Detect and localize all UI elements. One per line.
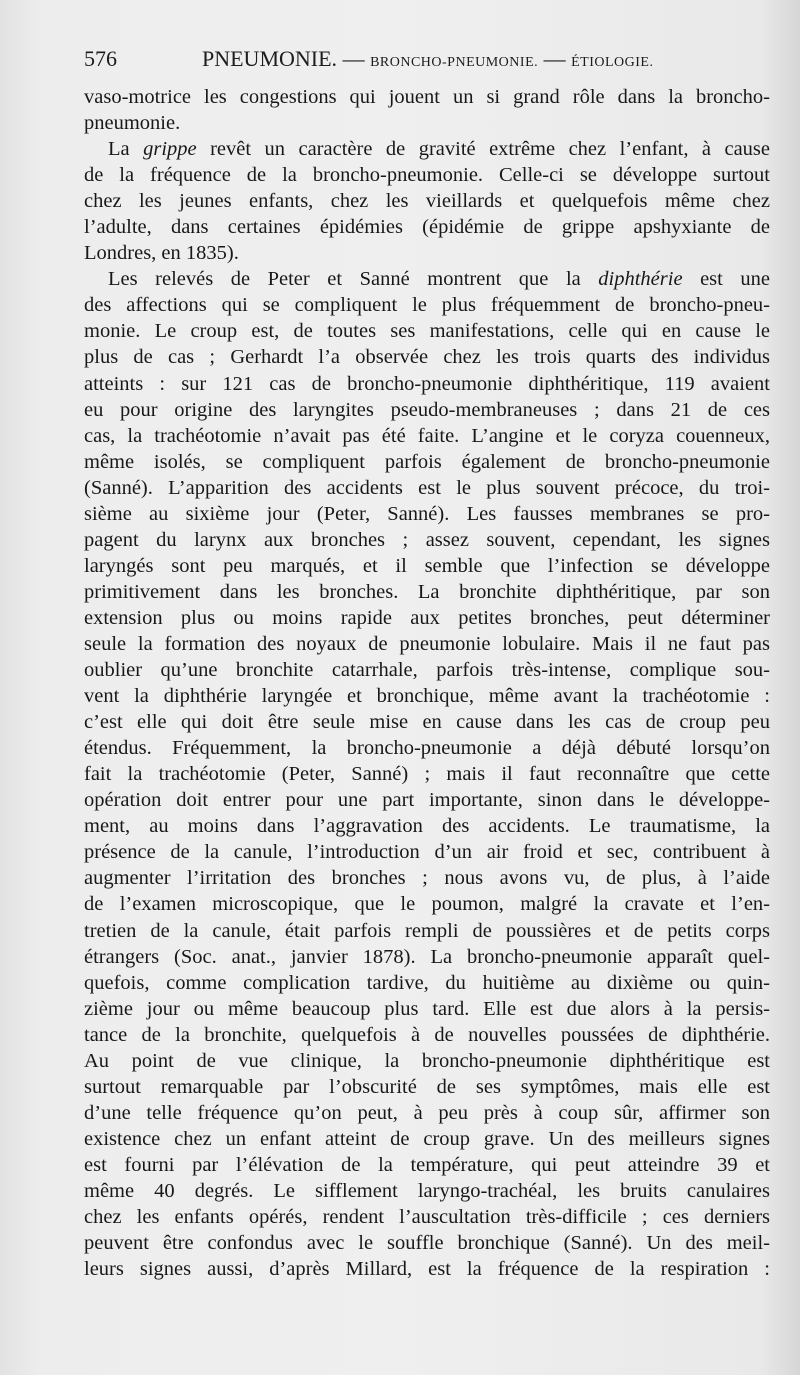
- text-line: d’une telle fréquence qu’on peut, à peu près à coup sûr, affirmer son: [84, 1101, 770, 1124]
- text-line: pagent du larynx aux bronches ; assez souvent, cependant, les signes: [84, 528, 770, 551]
- page-number: 576: [84, 46, 117, 71]
- text-line: l’adulte, dans certaines épidémies (épidémie de grippe apshyxiante de: [84, 216, 770, 239]
- body-text: [84, 84, 770, 1282]
- text-line: fait la trachéotomie (Peter, Sanné) ; mais il faut reconnaître que cette: [84, 763, 770, 786]
- text-line: étendus. Fréquemment, la broncho-pneumonie a déjà débuté lorsqu’on: [84, 737, 770, 760]
- text-line: même isolés, se compliquent parfois également de broncho-pneumonie: [84, 450, 770, 473]
- running-head-title: PNEUMONIE.: [202, 46, 338, 71]
- text-line: chez les jeunes enfants, chez les vieillards et quelquefois même chez: [84, 190, 770, 213]
- text-line: de la fréquence de la broncho-pneumonie. Celle-ci se développe surtout: [84, 164, 770, 187]
- text-line: vent la diphthérie laryngée et bronchique, même avant la trachéotomie :: [84, 685, 770, 708]
- text-line: plus de cas ; Gerhardt l’a observée chez les trois quarts des individus: [84, 346, 770, 369]
- text-line: (Sanné). L’apparition des accidents est le plus souvent précoce, du troi-: [84, 476, 770, 499]
- paragraph-start-line: Les relevés de Peter et Sanné montrent que la diphthérie est une: [108, 268, 770, 291]
- page-header: [84, 46, 774, 76]
- text-line: zième jour ou même beaucoup plus tard. Elle est due alors à la persis-: [84, 997, 770, 1020]
- text-line: cas, la trachéotomie n’avait pas été faite. L’angine et le coryza couenneux,: [84, 424, 770, 447]
- paragraph-start-line: La grippe revêt un caractère de gravité extrême chez l’enfant, à cause: [108, 138, 770, 161]
- text-line: opération doit entrer pour une part importante, sinon dans le développe-: [84, 789, 770, 812]
- text-line: atteints : sur 121 cas de broncho-pneumonie diphthéritique, 119 avaient: [84, 372, 770, 395]
- running-head: PNEUMONIE. — BRONCHO-PNEUMONIE. — ÉTIOLOGIE.: [202, 46, 654, 71]
- text-line: pneumonie.: [84, 112, 181, 135]
- text-line: oublier qu’une bronchite catarrhale, parfois très-intense, complique sou-: [84, 659, 770, 682]
- text-line: tance de la bronchite, quelquefois à de nouvelles poussées de diphthérie.: [84, 1023, 770, 1046]
- text-line: présence de la canule, l’introduction d’un air froid et sec, contribuent à: [84, 841, 770, 864]
- running-head-subsection: ÉTIOLOGIE.: [571, 55, 654, 70]
- text-line: c’est elle qui doit être seule mise en cause dans les cas de croup peu: [84, 711, 770, 734]
- text-line: sième au sixième jour (Peter, Sanné). Les fausses membranes se pro-: [84, 502, 770, 525]
- text-line: quefois, comme complication tardive, du huitième au dixième ou quin-: [84, 971, 770, 994]
- text-line: peuvent être confondus avec le souffle bronchique (Sanné). Un des meil-: [84, 1232, 770, 1255]
- running-head-section: BRONCHO-PNEUMONIE.: [370, 55, 539, 70]
- text-line: monie. Le croup est, de toutes ses manifestations, celle qui en cause le: [84, 320, 770, 343]
- text-line: extension plus ou moins rapide aux petites bronches, peut déterminer: [84, 606, 770, 629]
- emphasized-term: diphthérie: [598, 268, 683, 291]
- text-line: chez les enfants opérés, rendent l’auscultation très-difficile ; ces derniers: [84, 1206, 770, 1229]
- text-line: Au point de vue clinique, la broncho-pneumonie diphthéritique est: [84, 1049, 770, 1072]
- text-line: même 40 degrés. Le sifflement laryngo-trachéal, les bruits canulaires: [84, 1179, 770, 1202]
- text-line: eu pour origine des laryngites pseudo-membraneuses ; dans 21 de ces: [84, 398, 770, 421]
- text-line: existence chez un enfant atteint de croup grave. Un des meilleurs signes: [84, 1127, 770, 1150]
- text-line: tretien de la canule, était parfois rempli de poussières et de petits corps: [84, 919, 770, 942]
- text-line: augmenter l’irritation des bronches ; nous avons vu, de plus, à l’aide: [84, 867, 770, 890]
- text-line: primitivement dans les bronches. La bronchite diphthéritique, par son: [84, 580, 770, 603]
- text-line: des affections qui se compliquent le plus fréquemment de broncho-pneu-: [84, 294, 770, 317]
- text-line: de l’examen microscopique, que le poumon, malgré la cravate et l’en-: [84, 893, 770, 916]
- text-line: étrangers (Soc. anat., janvier 1878). La broncho-pneumonie apparaît quel-: [84, 945, 770, 968]
- emphasized-term: grippe: [143, 138, 197, 161]
- text-line: leurs signes aussi, d’après Millard, est la fréquence de la respiration :: [84, 1258, 770, 1281]
- text-line: seule la formation des noyaux de pneumonie lobulaire. Mais il ne faut pas: [84, 632, 770, 655]
- text-line: vaso-motrice les congestions qui jouent un si grand rôle dans la broncho-: [84, 86, 770, 108]
- text-line: est fourni par l’élévation de la température, qui peut atteindre 39 et: [84, 1153, 770, 1176]
- text-line: ment, au moins dans l’aggravation des accidents. Le traumatisme, la: [84, 815, 770, 838]
- text-line: surtout remarquable par l’obscurité de ses symptômes, mais elle est: [84, 1075, 770, 1098]
- text-line: Londres, en 1835).: [84, 242, 239, 265]
- text-line: laryngés sont peu marqués, et il semble que l’infection se développe: [84, 554, 770, 577]
